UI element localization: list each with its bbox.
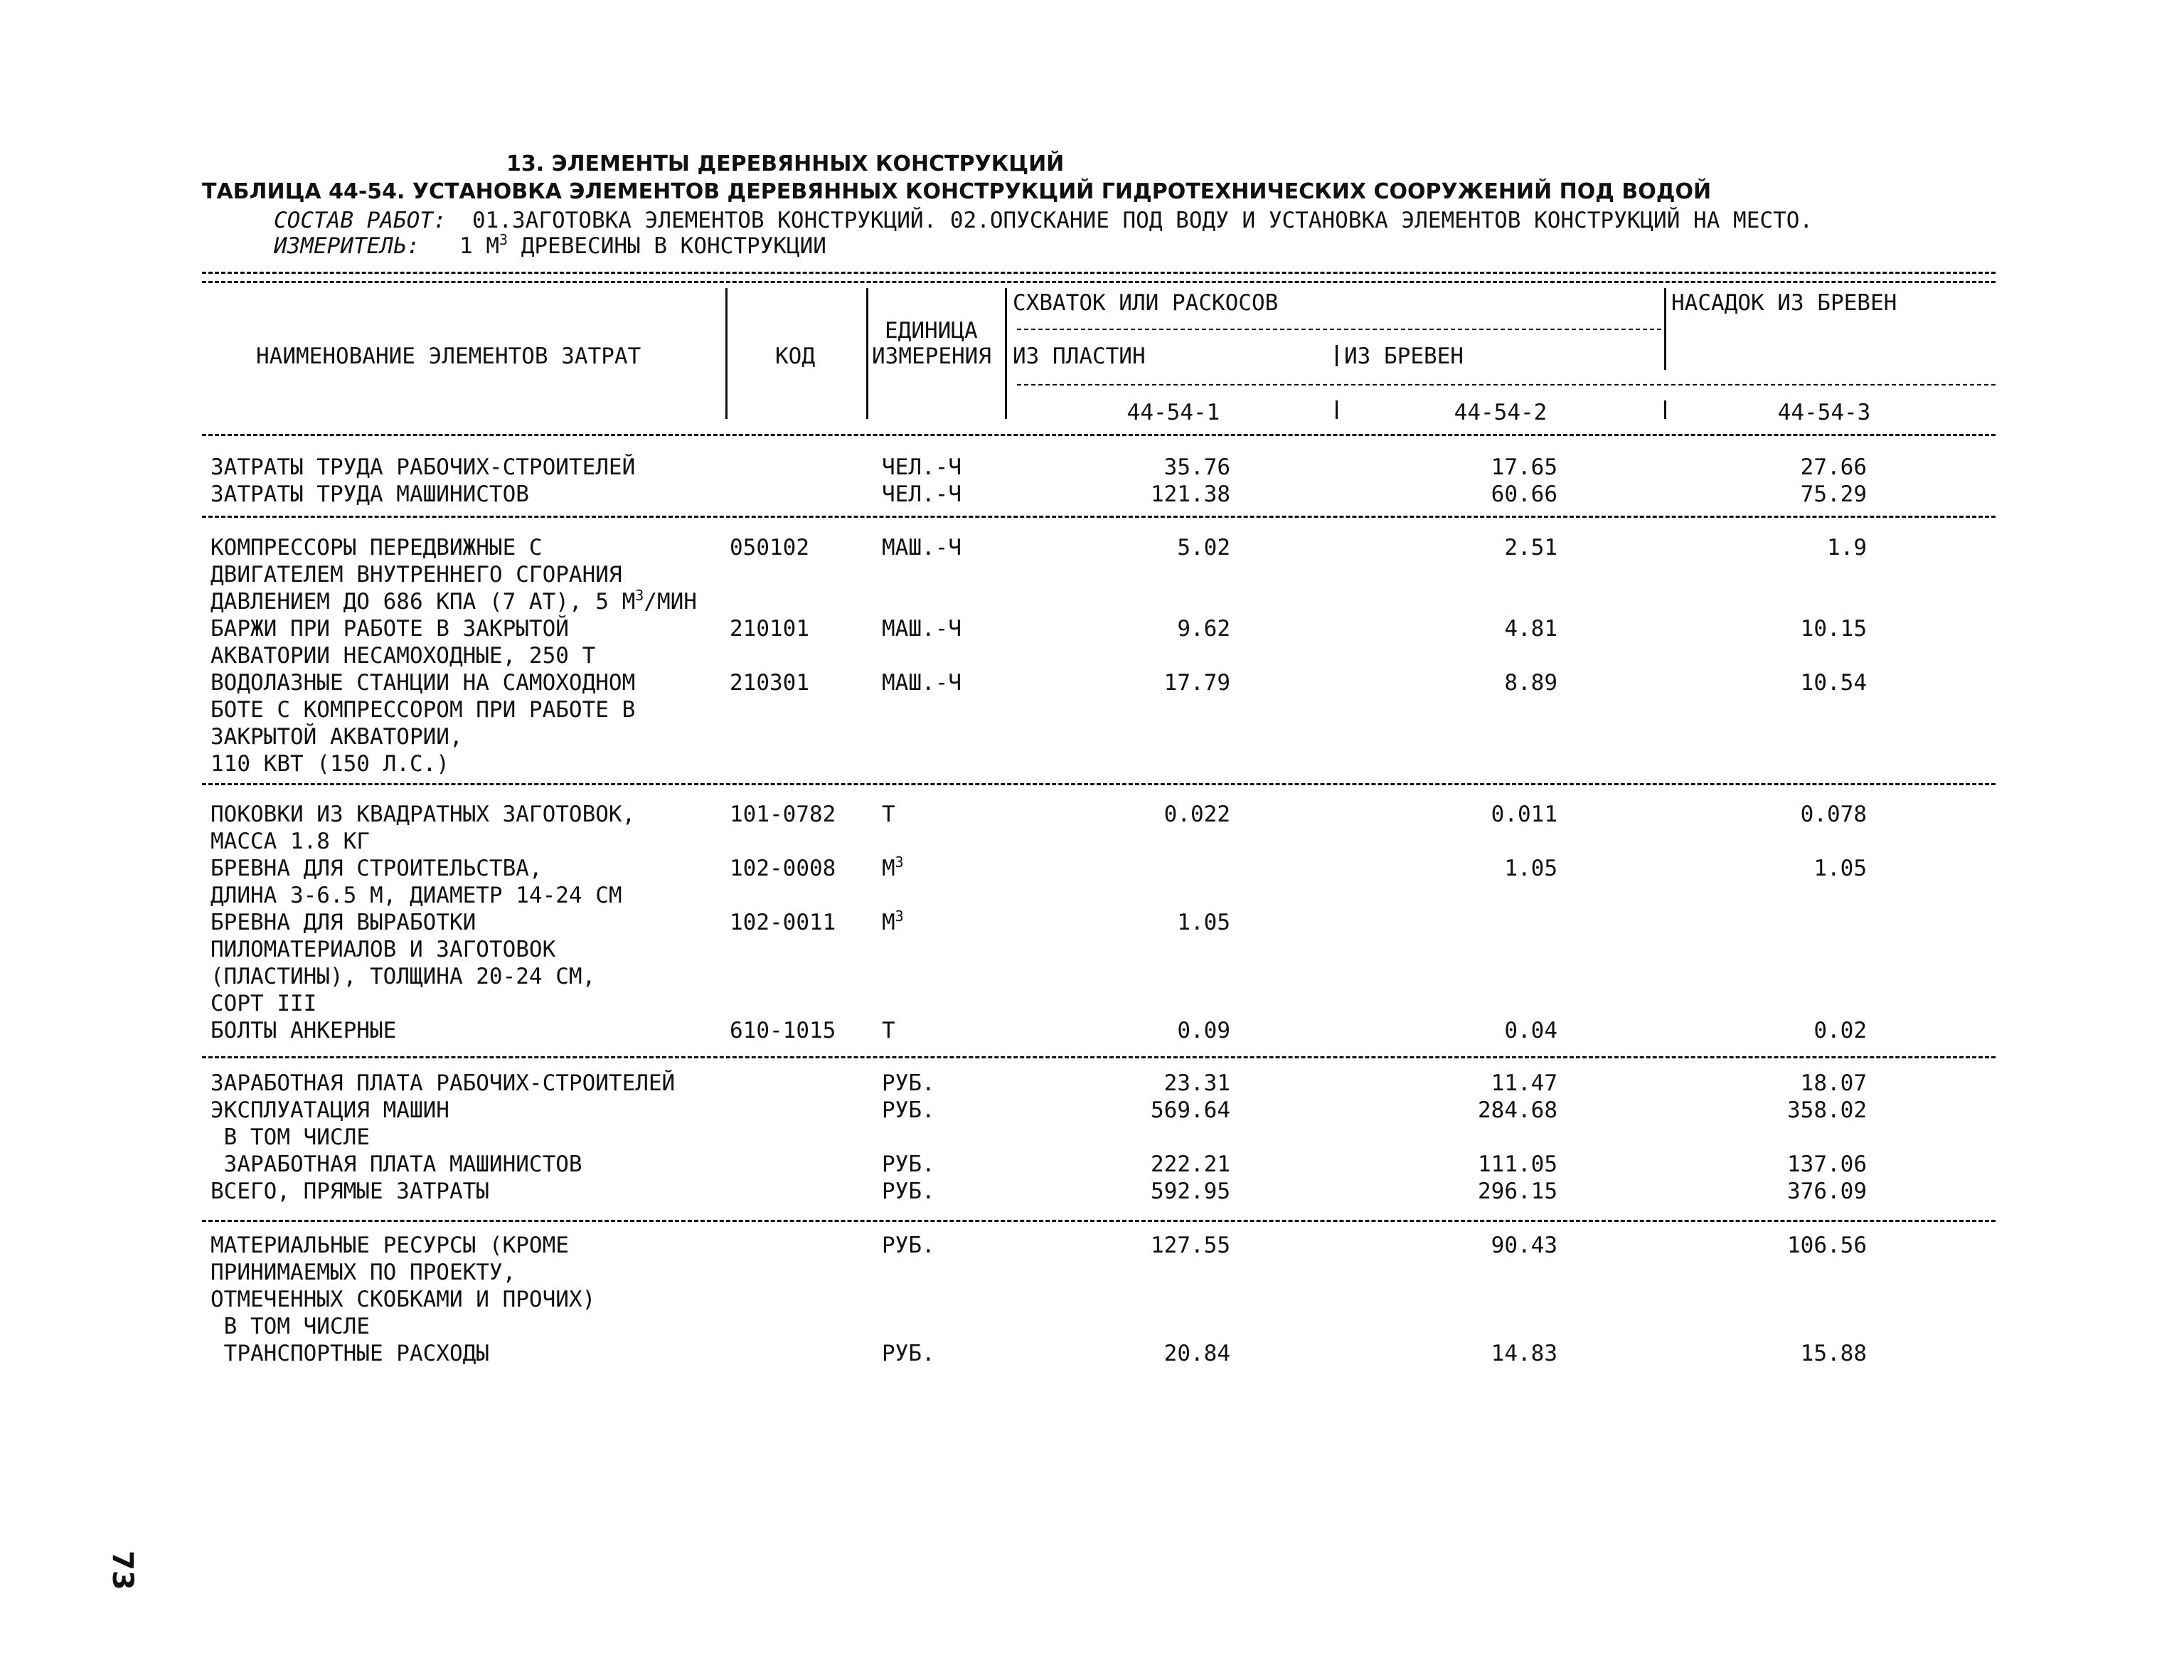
row-name (211, 883, 622, 908)
section-title: 13. ЭЛЕМЕНТЫ ДЕРЕВЯННЫХ КОНСТРУКЦИЙ (506, 151, 1065, 176)
row-unit (882, 616, 962, 642)
row-name-text: ДВИГАТЕЛЕМ ВНУТРЕННЕГО СГОРАНИЯ (211, 562, 622, 588)
row-value-2: 60.66 (1491, 482, 1557, 507)
row-name (211, 454, 635, 480)
row-code: 210301 (730, 670, 809, 696)
row-name (211, 751, 449, 777)
row-unit-text: М (882, 856, 895, 881)
row-unit-text: МАШ.-Ч (882, 670, 962, 696)
izmeritel-label: ИЗМЕРИТЕЛЬ: (274, 233, 420, 259)
row-name-text: ЗАКРЫТОЙ АКВАТОРИИ, (211, 724, 463, 750)
row-value-3: 137.06 (1787, 1152, 1867, 1177)
col-code-3: 44-54-3 (1777, 400, 1871, 425)
row-name (211, 802, 635, 827)
sostav-text: 01.ЗАГОТОВКА ЭЛЕМЕНТОВ КОНСТРУКЦИЙ. 02.ОПУСКАНИЕ ПОД ВОДУ И УСТАНОВКА ЭЛЕМЕНТОВ КОНСТРУКЦИЙ НА МЕСТО. (472, 208, 1813, 233)
row-value-2: 90.43 (1491, 1233, 1557, 1258)
row-name-text: В ТОМ ЧИСЛЕ (211, 1314, 370, 1339)
row-value-1: 0.09 (1177, 1018, 1230, 1043)
row-name-text: ПРИНИМАЕМЫХ ПО ПРОЕКТУ, (211, 1260, 516, 1285)
vbar-group1-right (1664, 320, 1666, 338)
izmeritel-unit: 1 М (459, 233, 499, 259)
row-value-3: 75.29 (1800, 482, 1867, 507)
row-unit-text: М (882, 910, 895, 935)
row-unit (882, 535, 962, 560)
rule-top-2 (202, 281, 1996, 283)
row-unit-text: РУБ. (882, 1070, 935, 1096)
row-value-3: 358.02 (1787, 1097, 1867, 1123)
row-name (211, 724, 463, 750)
rule-sep-4 (202, 1220, 1996, 1222)
row-name-text: В ТОМ ЧИСЛЕ (211, 1125, 370, 1150)
row-name (211, 856, 543, 881)
row-name-text: ЗАТРАТЫ ТРУДА МАШИНИСТОВ (211, 482, 529, 507)
vbar-group-left (1005, 288, 1007, 419)
row-unit-text: МАШ.-Ч (882, 535, 962, 560)
row-name-text: ВСЕГО, ПРЯМЫЕ ЗАТРАТЫ (211, 1179, 489, 1204)
rule-top-1 (202, 272, 1996, 274)
row-value-2: 1.05 (1504, 856, 1557, 881)
row-unit-text: ЧЕЛ.-Ч (882, 454, 962, 480)
col-group1-sub1: ИЗ ПЛАСТИН (1013, 344, 1146, 369)
row-name-text: ДЛИНА 3-6.5 М, ДИАМЕТР 14-24 СМ (211, 883, 622, 908)
row-value-3: 10.15 (1800, 616, 1867, 642)
vbar-code3-left (1664, 400, 1666, 419)
row-name-text: БАРЖИ ПРИ РАБОТЕ В ЗАКРЫТОЙ (211, 616, 569, 642)
row-name-text: ЗАРАБОТНАЯ ПЛАТА МАШИНИСТОВ (211, 1152, 582, 1177)
row-name (211, 937, 555, 962)
row-unit-text: РУБ. (882, 1341, 935, 1366)
col-name-header: НАИМЕНОВАНИЕ ЭЛЕМЕНТОВ ЗАТРАТ (256, 344, 641, 369)
row-name-sup: 3 (635, 587, 644, 604)
row-unit-text: ЧЕЛ.-Ч (882, 482, 962, 507)
row-value-1: 35.76 (1163, 454, 1230, 480)
row-name (211, 1314, 370, 1339)
row-value-2: 17.65 (1491, 454, 1557, 480)
vbar-sub2-left (1336, 345, 1338, 366)
row-unit (882, 670, 962, 696)
col-code-1: 44-54-1 (1126, 400, 1220, 425)
row-value-1: 5.02 (1177, 535, 1230, 560)
row-name (211, 697, 635, 723)
col-unit-header-1: ЕДИНИЦА (885, 318, 978, 344)
row-name-text: ДАВЛЕНИЕМ ДО 686 КПА (7 АТ), 5 М (211, 589, 636, 615)
row-name-text: (ПЛАСТИНЫ), ТОЛЩИНА 20-24 СМ, (211, 964, 596, 989)
izmeritel-post: ДРЕВЕСИНЫ В КОНСТРУКЦИИ (508, 233, 826, 259)
row-unit (882, 1233, 935, 1258)
row-value-2: 4.81 (1504, 616, 1557, 642)
row-unit (882, 1152, 935, 1177)
rule-sep-2 (202, 783, 1996, 785)
col-group2-header: НАСАДОК ИЗ БРЕВЕН (1671, 290, 1897, 316)
row-name (211, 535, 543, 560)
row-name (211, 1260, 516, 1285)
row-unit-text: Т (882, 1018, 895, 1043)
row-name-text: МАССА 1.8 КГ (211, 829, 370, 854)
row-code: 102-0008 (730, 856, 836, 881)
row-name (211, 1018, 396, 1043)
row-unit (882, 1018, 895, 1043)
row-name-text: СОРТ III (211, 991, 317, 1016)
row-name-text: БОТЕ С КОМПРЕССОРОМ ПРИ РАБОТЕ В (211, 697, 636, 723)
row-value-2: 284.68 (1478, 1097, 1557, 1123)
row-name-text: КОМПРЕССОРЫ ПЕРЕДВИЖНЫЕ С (211, 535, 543, 560)
table-title: ТАБЛИЦА 44-54. УСТАНОВКА ЭЛЕМЕНТОВ ДЕРЕВЯННЫХ КОНСТРУКЦИЙ ГИДРОТЕХНИЧЕСКИХ СООРУЖЕНИЙ ПОД ВОДОЙ (202, 179, 1712, 204)
row-name (211, 643, 595, 669)
row-name-text: ТРАНСПОРТНЫЕ РАСХОДЫ (211, 1341, 489, 1366)
row-value-2: 11.47 (1491, 1070, 1557, 1096)
row-name-text: БОЛТЫ АНКЕРНЫЕ (211, 1018, 397, 1043)
row-name (211, 482, 529, 507)
row-name-text: ПИЛОМАТЕРИАЛОВ И ЗАГОТОВОК (211, 937, 556, 962)
row-code: 610-1015 (730, 1018, 836, 1043)
row-value-3: 15.88 (1800, 1341, 1867, 1366)
row-code: 210101 (730, 616, 809, 642)
row-value-1: 0.022 (1163, 802, 1230, 827)
col-group1-sub2: ИЗ БРЕВЕН (1344, 344, 1464, 369)
row-unit (882, 1097, 935, 1123)
row-name (211, 1070, 675, 1096)
vbar-unit-left (866, 288, 868, 419)
rule-group1 (1017, 329, 1661, 330)
row-value-3: 10.54 (1800, 670, 1867, 696)
row-value-3: 106.56 (1787, 1233, 1867, 1258)
row-value-1: 127.55 (1151, 1233, 1230, 1258)
row-value-2: 14.83 (1491, 1341, 1557, 1366)
row-value-1: 121.38 (1151, 482, 1230, 507)
row-unit (882, 910, 904, 935)
row-name (211, 1233, 569, 1258)
row-code: 050102 (730, 535, 809, 560)
row-name-text: ЗАРАБОТНАЯ ПЛАТА РАБОЧИХ-СТРОИТЕЛЕЙ (211, 1070, 676, 1096)
row-unit (882, 856, 904, 881)
row-value-1: 569.64 (1151, 1097, 1230, 1123)
col-group1-header: СХВАТОК ИЛИ РАСКОСОВ (1013, 290, 1279, 316)
row-value-3: 18.07 (1800, 1070, 1867, 1096)
row-name-text: ПОКОВКИ ИЗ КВАДРАТНЫХ ЗАГОТОВОК, (211, 802, 636, 827)
page-number: 73 (106, 1551, 139, 1590)
row-name (211, 1125, 370, 1150)
row-name (211, 670, 635, 696)
row-unit-text: МАШ.-Ч (882, 616, 962, 642)
row-name-text: МАТЕРИАЛЬНЫЕ РЕСУРСЫ (КРОМЕ (211, 1233, 569, 1258)
row-name (211, 1341, 489, 1366)
rule-sep-3 (202, 1056, 1996, 1058)
row-name (211, 829, 370, 854)
row-name-text: ЗАТРАТЫ ТРУДА РАБОЧИХ-СТРОИТЕЛЕЙ (211, 454, 636, 480)
col-unit-header-2: ИЗМЕРЕНИЯ (872, 344, 991, 369)
row-value-3: 376.09 (1787, 1179, 1867, 1204)
row-value-3: 1.9 (1827, 535, 1867, 560)
row-unit-sup: 3 (895, 908, 904, 925)
row-value-2: 0.011 (1491, 802, 1557, 827)
row-value-1: 592.95 (1151, 1179, 1230, 1204)
row-value-1: 17.79 (1163, 670, 1230, 696)
row-unit (882, 1179, 935, 1204)
row-value-2: 2.51 (1504, 535, 1557, 560)
row-name (211, 616, 569, 642)
row-code: 101-0782 (730, 802, 836, 827)
row-value-2: 8.89 (1504, 670, 1557, 696)
row-value-2: 0.04 (1504, 1018, 1557, 1043)
row-value-1: 20.84 (1163, 1341, 1230, 1366)
row-name (211, 589, 697, 615)
row-value-1: 222.21 (1151, 1152, 1230, 1177)
row-name (211, 1152, 582, 1177)
row-value-2: 111.05 (1478, 1152, 1557, 1177)
izmeritel-text (459, 233, 826, 259)
row-unit (882, 482, 962, 507)
row-unit-text: РУБ. (882, 1233, 935, 1258)
row-unit (882, 802, 895, 827)
row-value-1: 23.31 (1163, 1070, 1230, 1096)
row-value-3: 1.05 (1813, 856, 1867, 881)
row-name-text: БРЕВНА ДЛЯ СТРОИТЕЛЬСТВА, (211, 856, 543, 881)
row-value-3: 27.66 (1800, 454, 1867, 480)
rule-header-bottom (202, 434, 1996, 436)
row-unit-text: Т (882, 802, 895, 827)
row-code: 102-0011 (730, 910, 836, 935)
row-name-text: ВОДОЛАЗНЫЕ СТАНЦИИ НА САМОХОДНОМ (211, 670, 636, 696)
izmeritel-sup: 3 (499, 231, 508, 248)
col-code-header: КОД (775, 344, 815, 369)
row-name-text: ОТМЕЧЕННЫХ СКОБКАМИ И ПРОЧИХ) (211, 1287, 596, 1312)
row-name-text: БРЕВНА ДЛЯ ВЫРАБОТКИ (211, 910, 476, 935)
row-name (211, 1097, 449, 1123)
row-unit-text: РУБ. (882, 1097, 935, 1123)
row-value-3: 0.078 (1800, 802, 1867, 827)
row-unit-sup: 3 (895, 854, 904, 871)
row-unit (882, 454, 962, 480)
row-name-text: ЭКСПЛУАТАЦИЯ МАШИН (211, 1097, 449, 1123)
row-name (211, 562, 622, 588)
row-name (211, 910, 476, 935)
col-code-2: 44-54-2 (1454, 400, 1548, 425)
row-value-1: 9.62 (1177, 616, 1230, 642)
vbar-code2-left (1336, 400, 1338, 419)
row-name-text: АКВАТОРИИ НЕСАМОХОДНЫЕ, 250 Т (211, 643, 596, 669)
row-name (211, 964, 595, 989)
row-unit-text: РУБ. (882, 1179, 935, 1204)
row-value-3: 0.02 (1813, 1018, 1867, 1043)
row-name (211, 1287, 595, 1312)
rule-sep-1 (202, 516, 1996, 518)
row-value-2: 296.15 (1478, 1179, 1557, 1204)
row-unit-text: РУБ. (882, 1152, 935, 1177)
rule-codes (1017, 384, 1996, 386)
row-name-post: /МИН (644, 589, 697, 615)
vbar-code-left (725, 288, 728, 419)
row-name (211, 1179, 489, 1204)
row-unit (882, 1341, 935, 1366)
row-name-text: 110 КВТ (150 Л.С.) (211, 751, 449, 777)
row-unit (882, 1070, 935, 1096)
sostav-label: СОСТАВ РАБОТ: (274, 208, 447, 233)
row-value-1: 1.05 (1177, 910, 1230, 935)
row-name (211, 991, 316, 1016)
